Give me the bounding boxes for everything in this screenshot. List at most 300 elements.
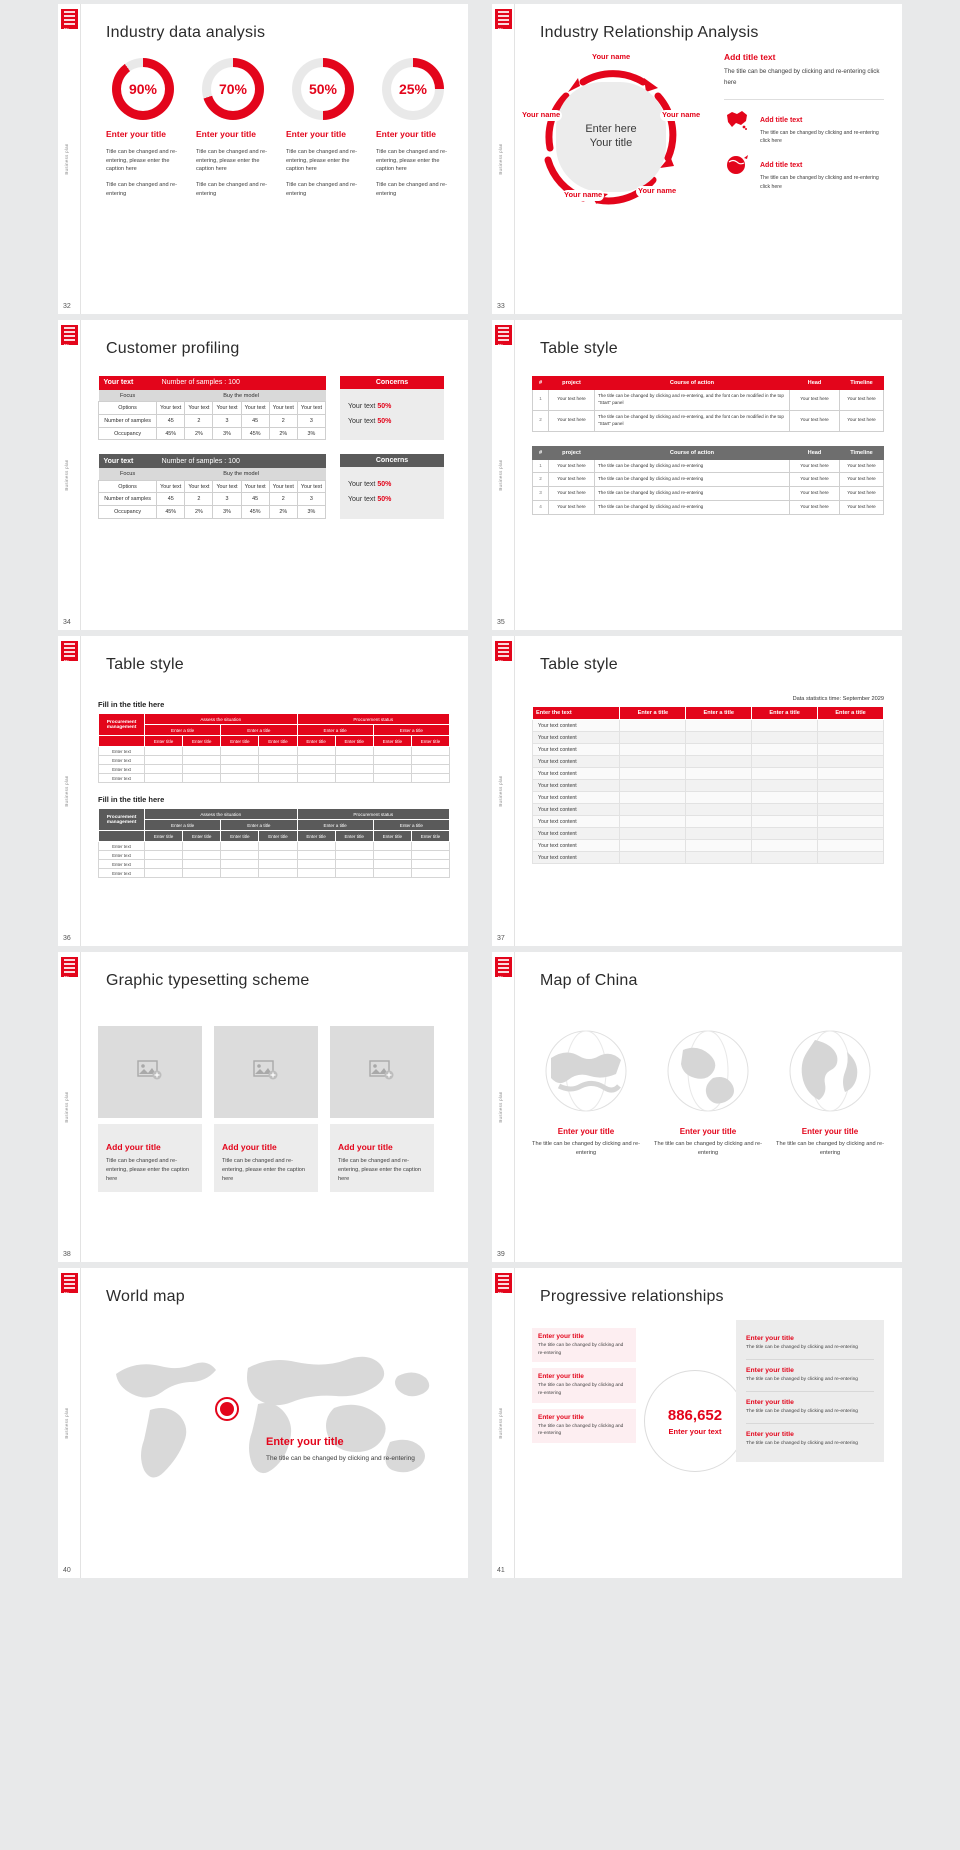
concerns-card [340, 454, 444, 518]
donut-title: Enter your title [286, 129, 346, 139]
logo-mark: MV [61, 957, 78, 977]
page-title: World map [106, 1288, 185, 1305]
cell: 2 [185, 415, 213, 428]
rail-label: Business plan [64, 1091, 69, 1123]
rail-label: Business plan [64, 459, 69, 491]
col-header: Enter title [221, 831, 259, 842]
donut-card [286, 52, 360, 198]
rail-divider [80, 1268, 81, 1578]
image-placeholder-icon [253, 1059, 279, 1086]
cell: Your text [213, 480, 241, 493]
progressive-item[interactable] [532, 1409, 636, 1443]
donut-caption-1: Title can be changed and re-entering, please enter the caption here [376, 149, 448, 173]
cell: Your text [269, 480, 297, 493]
relationship-node[interactable]: Your name [522, 110, 561, 119]
cell-index: 1 [533, 390, 549, 411]
cell: 3 [297, 493, 325, 506]
slide-thumbnail-39[interactable] [492, 952, 902, 1262]
col-header: Enter title [145, 831, 183, 842]
donut-title: Enter your title [106, 129, 166, 139]
side-item-title: Add title text [760, 117, 803, 125]
sub-header: Enter a title [297, 820, 373, 831]
rail-divider [514, 4, 515, 314]
rail-divider [80, 320, 81, 630]
world-map [98, 1338, 450, 1528]
globe-text: The title can be changed by clicking and re-entering [654, 1141, 762, 1156]
progressive-diagram [532, 1320, 884, 1535]
relationship-node[interactable]: Your name [564, 190, 603, 199]
cell-project: Your text here [549, 473, 595, 487]
item-text: The title can be changed by clicking and re-entering [746, 1345, 859, 1350]
logo-mark: MV [495, 9, 512, 29]
rail-label: Business plan [498, 143, 503, 175]
table-row [99, 756, 450, 765]
page-title: Progressive relationships [540, 1288, 724, 1305]
cell: 45 [157, 493, 185, 506]
cell: 45 [241, 415, 269, 428]
cell: 2% [185, 506, 213, 519]
rail-divider [80, 636, 81, 946]
table-row [99, 402, 326, 415]
progressive-item[interactable] [746, 1392, 874, 1424]
table-col-row [99, 736, 450, 747]
table-row [533, 732, 884, 744]
slide-thumbnail-37[interactable] [492, 636, 902, 946]
center-number: 886,652 [667, 1406, 723, 1424]
col-header: Enter title [259, 736, 297, 747]
cell: 3% [213, 506, 241, 519]
globe-card [532, 1028, 640, 1158]
page-number: 38 [63, 1251, 71, 1258]
table-row [533, 501, 884, 515]
cell-head: Your text here [790, 459, 840, 473]
map-caption-title: Enter your title [266, 1436, 344, 1448]
rail-label: Business plan [498, 1407, 503, 1439]
row-label: Number of samples [99, 493, 157, 506]
page-title: Map of China [540, 972, 638, 989]
sub-header: Enter a title [297, 725, 373, 736]
slide-thumbnail-41[interactable] [492, 1268, 902, 1578]
media-card[interactable] [214, 1026, 318, 1192]
cell-action: The title can be changed by clicking and re-entering [595, 473, 790, 487]
sub-header: Enter a title [145, 820, 221, 831]
concern-label: Your text [348, 496, 376, 504]
profiling-block-2 [98, 454, 450, 518]
image-placeholder-icon [369, 1059, 395, 1086]
cell-index: 4 [533, 501, 549, 515]
col-header: project [549, 377, 595, 390]
concerns-body [340, 467, 444, 518]
table-row [99, 765, 450, 774]
table-subheader-row [99, 820, 450, 831]
row-label: Number of samples [99, 415, 157, 428]
page-title: Table style [540, 656, 618, 673]
world-map-shape [98, 1338, 458, 1508]
card-text: Title can be changed and re-entering, please enter the caption here [222, 1158, 306, 1182]
rail-divider [80, 952, 81, 1262]
map-caption [266, 1436, 436, 1464]
slide-thumbnail-34[interactable] [58, 320, 468, 630]
table-header-group-row [99, 809, 450, 820]
rail-divider [514, 952, 515, 1262]
relationship-diagram [518, 48, 708, 228]
donut-percent: 90% [128, 81, 158, 97]
group-header: Procurement status [297, 714, 450, 725]
cell-index: 2 [533, 473, 549, 487]
col-header: Enter the text [533, 707, 620, 720]
concerns-title: Concerns [340, 376, 444, 389]
procurement-table-2 [98, 808, 450, 878]
cell-timeline: Your text here [840, 501, 884, 515]
cell: 2 [269, 493, 297, 506]
cell: 2 [185, 493, 213, 506]
donut-chart [292, 58, 354, 120]
relationship-center [556, 82, 666, 192]
table-header-right: Number of samples : 100 [161, 457, 240, 465]
procurement-table-1 [98, 713, 450, 783]
cell-index: 1 [533, 459, 549, 473]
table-row [533, 768, 884, 780]
page-number: 39 [497, 1251, 505, 1258]
slide-thumbnail-40[interactable] [58, 1268, 468, 1578]
table-header-row [533, 446, 884, 459]
logo-mark: MV [61, 641, 78, 661]
cell: 2% [269, 506, 297, 519]
item-text: The title can be changed by clicking and re-entering [746, 1408, 859, 1414]
sub-header: Enter a title [145, 725, 221, 736]
page-number: 40 [63, 1567, 71, 1574]
cell-index: 3 [533, 487, 549, 501]
page-title: Customer profiling [106, 340, 240, 357]
card-text-box [214, 1124, 318, 1192]
col-header: Enter title [373, 736, 411, 747]
col-header: Enter title [411, 831, 449, 842]
cell: Your text [185, 480, 213, 493]
cell: 3 [213, 493, 241, 506]
item-title: Enter your title [538, 1373, 584, 1381]
data-timestamp: Data statistics time: September 2029 [792, 696, 884, 702]
table-subheader-left: Focus [99, 468, 157, 480]
item-text: The title can be changed by clicking and re-entering [538, 1423, 624, 1437]
rail-label: Business plan [498, 459, 503, 491]
table-row [99, 842, 450, 851]
slide-thumbnail-32[interactable] [58, 4, 468, 314]
row-label: Occupancy [99, 506, 157, 519]
cell-project: Your text here [549, 501, 595, 515]
item-text: The title can be changed by clicking and re-entering [538, 1343, 624, 1356]
rail-label: Business plan [498, 1091, 503, 1123]
divider [724, 99, 884, 100]
donut-caption-2: Title can be changed and re-entering [286, 181, 358, 197]
group-header: Procurement status [297, 809, 450, 820]
globe-title: Enter your title [801, 1127, 859, 1136]
cell: Your text [185, 402, 213, 415]
col-header: Enter title [183, 831, 221, 842]
table-row [533, 828, 884, 840]
cell: Your text content [533, 840, 620, 852]
sub-header: Enter a title [221, 820, 297, 831]
cell: 3% [297, 506, 325, 519]
table-row [533, 780, 884, 792]
donut-chart [382, 58, 444, 120]
logo-mark: MV [61, 1273, 78, 1293]
globe-icon [537, 1101, 635, 1118]
page-number: 41 [497, 1567, 505, 1574]
item-text: The title can be changed by clicking and re-entering [538, 1383, 624, 1397]
rail-divider [514, 1268, 515, 1578]
cell: 45 [157, 415, 185, 428]
cell: 45% [241, 427, 269, 440]
donut-card [376, 52, 450, 198]
block-caption: Fill in the title here [98, 795, 165, 804]
page-number: 33 [497, 303, 505, 310]
col-header: Enter title [297, 831, 335, 842]
row-label: Enter text [99, 765, 145, 774]
row-label: Enter text [99, 756, 145, 765]
cell: Your text content [533, 732, 620, 744]
table-row [99, 860, 450, 869]
rail-label: Business plan [64, 143, 69, 175]
logo-mark: MV [495, 1273, 512, 1293]
table-row [533, 756, 884, 768]
cell: Your text [157, 402, 185, 415]
col-header: Enter title [335, 736, 373, 747]
side-item-text: The title can be changed by clicking and re-entering click here [760, 130, 879, 145]
cell: Your text content [533, 804, 620, 816]
col-header [99, 736, 145, 747]
table-subheader-row [99, 725, 450, 736]
progressive-item[interactable] [746, 1360, 874, 1392]
cell: 45 [241, 493, 269, 506]
page-title: Industry Relationship Analysis [540, 24, 759, 41]
relationship-node[interactable]: Your name [592, 52, 631, 61]
side-item-title: Add title text [760, 162, 803, 170]
table-row [99, 747, 450, 756]
table-header-left: Your text [103, 457, 134, 465]
card-text: Title can be changed and re-entering, please enter the caption here [106, 1158, 190, 1182]
center-line-2: Your title [589, 137, 633, 149]
cell-timeline: Your text here [840, 473, 884, 487]
concern-value: 50% [377, 481, 392, 489]
progressive-item[interactable] [532, 1368, 636, 1402]
card-title: Add your title [338, 1142, 393, 1152]
card-text-box [98, 1124, 202, 1192]
table-row [99, 506, 326, 519]
side-item [724, 109, 884, 145]
globe-icon [659, 1101, 757, 1118]
table-row [533, 840, 884, 852]
col-header: Timeline [840, 446, 884, 459]
profiling-table [98, 376, 326, 440]
globe-text: The title can be changed by clicking and re-entering [776, 1141, 884, 1156]
col-header: Enter title [297, 736, 335, 747]
image-placeholder [98, 1026, 202, 1118]
progressive-item[interactable] [746, 1328, 874, 1360]
donut-caption-2: Title can be changed and re-entering [376, 181, 448, 197]
table-subheader-right: Buy the model [157, 468, 326, 480]
progressive-right-panel [736, 1320, 884, 1462]
concern-label: Your text [348, 403, 376, 410]
table-header-right: Number of samples : 100 [161, 379, 240, 387]
image-placeholder [330, 1026, 434, 1118]
globe-row [532, 1028, 884, 1158]
item-text: The title can be changed by clicking and re-entering [746, 1376, 859, 1382]
row-label: Options [99, 480, 157, 493]
map-caption-text: The title can be changed by clicking and re-entering [266, 1455, 415, 1462]
cell: Your text content [533, 756, 620, 768]
cell: Your text content [533, 828, 620, 840]
table-row [533, 473, 884, 487]
cell: Your text [269, 402, 297, 415]
logo-mark: MV [495, 957, 512, 977]
cell-action: The title can be changed by clicking and re-entering [595, 459, 790, 473]
concern-value: 50% [377, 496, 392, 504]
col-header: Enter a title [686, 707, 752, 720]
card-text: Title can be changed and re-entering, please enter the caption here [338, 1158, 422, 1182]
side-title: Add title text [724, 52, 776, 62]
table-row [533, 390, 884, 411]
rail-divider [514, 320, 515, 630]
concerns-card [340, 376, 444, 440]
cell: Your text content [533, 768, 620, 780]
profiling-table [98, 454, 326, 518]
cell-index: 2 [533, 410, 549, 431]
item-title: Enter your title [746, 1398, 794, 1406]
corner-header: Procurement management [99, 809, 145, 831]
cell: 2% [269, 427, 297, 440]
relationship-side-panel [724, 52, 884, 200]
cell: 3 [297, 415, 325, 428]
sub-header: Enter a title [373, 725, 449, 736]
row-label: Occupancy [99, 427, 157, 440]
cell-action: The title can be changed by clicking and re-entering, and the font can be modified in the top "Start" panel [595, 410, 790, 431]
donut-title: Enter your title [196, 129, 256, 139]
rail-label: Business plan [498, 775, 503, 807]
block-caption: Fill in the title here [98, 700, 165, 709]
item-title: Enter your title [746, 1366, 794, 1374]
side-text: The title can be changed by clicking and re-entering click here [724, 68, 880, 87]
page-title: Industry data analysis [106, 24, 266, 41]
col-header: # [533, 446, 549, 459]
slide-thumbnail-35[interactable] [492, 320, 902, 630]
progressive-item[interactable] [746, 1424, 874, 1455]
cell: Your text content [533, 744, 620, 756]
cell: 3% [213, 427, 241, 440]
donut-row [98, 52, 450, 198]
content-table [532, 706, 884, 864]
cell-project: Your text here [549, 487, 595, 501]
globe-title: Enter your title [679, 1127, 737, 1136]
table-col-row [99, 831, 450, 842]
donut-card [106, 52, 180, 198]
progressive-left-column [532, 1328, 636, 1449]
logo-mark: MV [61, 325, 78, 345]
globe-card [776, 1028, 884, 1158]
table-row [533, 792, 884, 804]
page-title: Table style [540, 340, 618, 357]
media-card[interactable] [330, 1026, 434, 1192]
slide-thumbnail-36[interactable] [58, 636, 468, 946]
table-row [533, 744, 884, 756]
rail-label: Business plan [64, 1407, 69, 1439]
col-header: Course of action [595, 446, 790, 459]
donut-chart [202, 58, 264, 120]
table-subheader-left: Focus [99, 390, 157, 402]
donut-card [196, 52, 270, 198]
col-header: Enter title [145, 736, 183, 747]
media-card[interactable] [98, 1026, 202, 1192]
cell-timeline: Your text here [840, 410, 884, 431]
table-row [533, 487, 884, 501]
globe-icon [781, 1101, 879, 1118]
progressive-item[interactable] [532, 1328, 636, 1362]
globe-title: Enter your title [557, 1127, 615, 1136]
card-text-box [330, 1124, 434, 1192]
col-header: Head [790, 446, 840, 459]
cell: 3 [213, 415, 241, 428]
col-header: Enter title [373, 831, 411, 842]
table-row [99, 415, 326, 428]
row-label: Enter text [99, 869, 145, 878]
row-label: Enter text [99, 860, 145, 869]
slide-thumbnail-38[interactable] [58, 952, 468, 1262]
cell: Your text content [533, 852, 620, 864]
profiling-block-1 [98, 376, 450, 440]
page-title: Table style [106, 656, 184, 673]
page-number: 36 [63, 935, 71, 942]
item-title: Enter your title [538, 1333, 584, 1340]
concerns-title: Concerns [340, 454, 444, 467]
group-header: Assess the situation [145, 809, 298, 820]
table-row [533, 410, 884, 431]
col-header: Enter title [183, 736, 221, 747]
col-header: Enter title [259, 831, 297, 842]
table-row [533, 816, 884, 828]
donut-chart [112, 58, 174, 120]
table-header-left: Your text [103, 379, 134, 387]
map-pin[interactable] [214, 1396, 240, 1427]
cell: Your text content [533, 792, 620, 804]
col-header [99, 831, 145, 842]
page-number: 37 [497, 935, 505, 942]
concern-label: Your text [348, 481, 376, 489]
page-title: Graphic typesetting scheme [106, 972, 310, 989]
center-line-1: Enter here [585, 123, 637, 136]
concern-label: Your text [348, 417, 376, 425]
globe-card [654, 1028, 762, 1158]
cell: Your text [213, 402, 241, 415]
cell-head: Your text here [790, 487, 840, 501]
action-table-1 [532, 376, 884, 432]
relationship-node[interactable]: Your name [638, 186, 677, 195]
table-header-row [533, 377, 884, 390]
concerns-body [340, 389, 444, 440]
item-title: Enter your title [746, 1335, 794, 1342]
relationship-node[interactable]: Your name [662, 110, 701, 119]
rail-divider [514, 636, 515, 946]
cell-head: Your text here [790, 473, 840, 487]
row-label: Enter text [99, 842, 145, 851]
cell-head: Your text here [790, 410, 840, 431]
item-title: Enter your title [538, 1413, 584, 1421]
cell-action: The title can be changed by clicking and re-entering [595, 487, 790, 501]
cell: Your text content [533, 720, 620, 732]
cell: 45% [157, 506, 185, 519]
side-item [724, 154, 884, 190]
cell: Your text content [533, 780, 620, 792]
slide-thumbnail-33[interactable] [492, 4, 902, 314]
col-header: Enter title [221, 736, 259, 747]
